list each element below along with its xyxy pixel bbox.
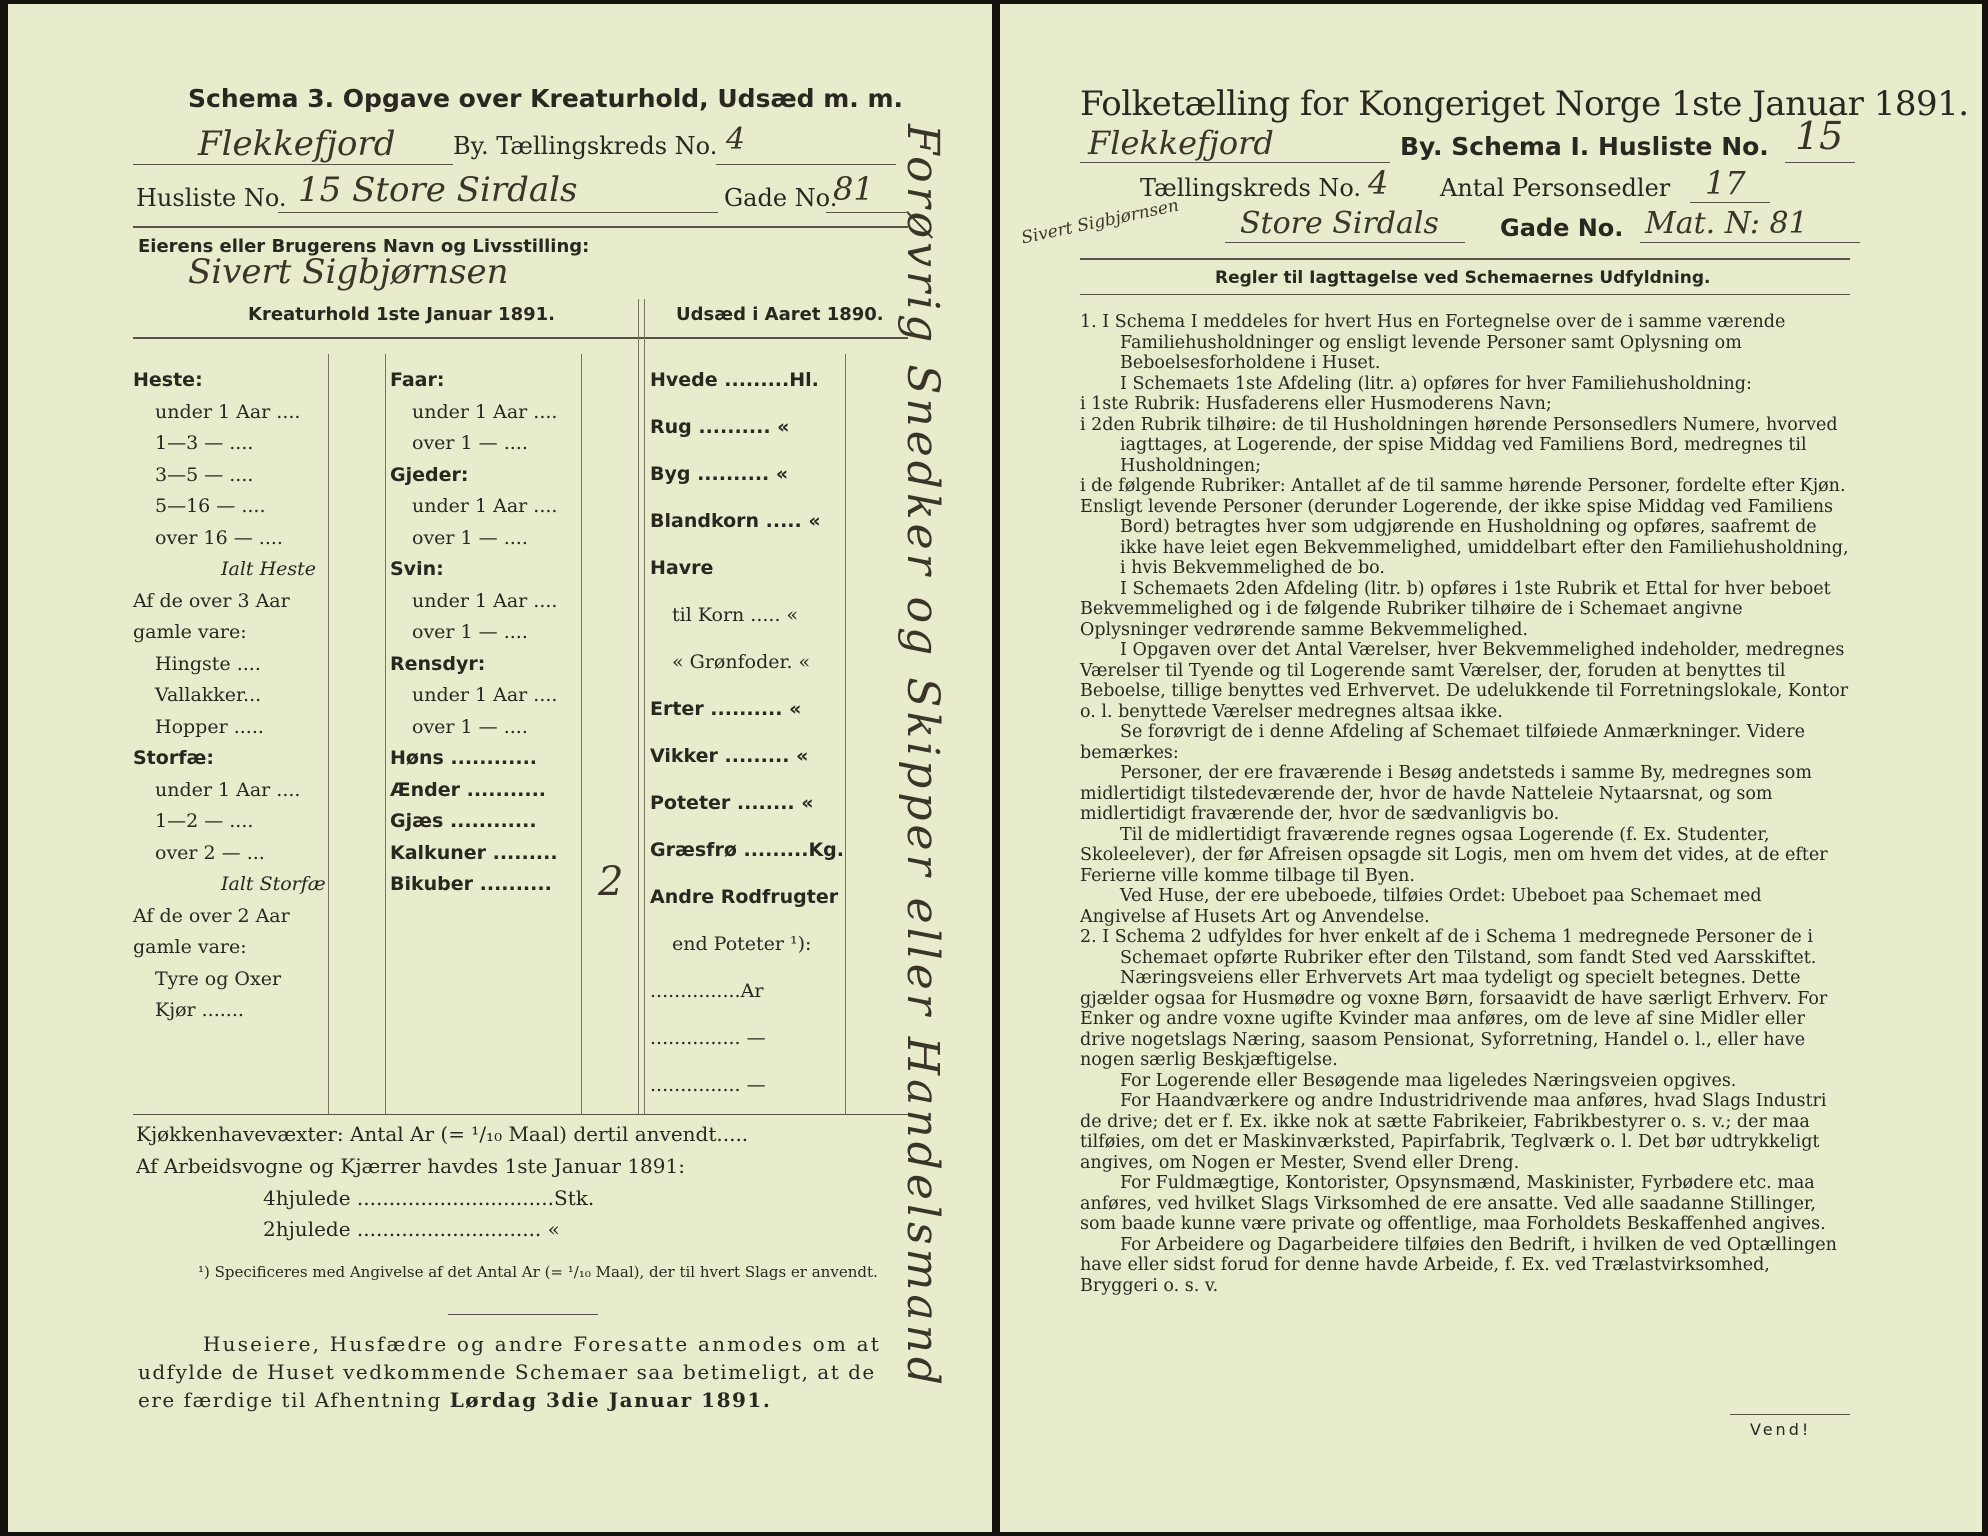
notice-line-1: Huseiere, Husfædre og andre Foresatte anmodes om at [203,1332,881,1356]
row-label: Poteter ........ « [650,792,814,814]
rule-paragraph: I Schemaets 2den Afdeling (litr. b) opføres i 1ste Rubrik et Ettal for hver beboet Bekvemmelighed og i de følgende Rubriker tilhøire de i Schemaet angivne Oplysninger vedrørende samme Bekvemmelighed. [1080,578,1831,640]
row-label: Græsfrø .........Kg. [650,839,844,861]
hons-value: 2 [598,859,624,905]
rules-heading-rule [1080,294,1850,295]
row-label: over 1 — .... [412,432,528,454]
notice-line-3: ere færdige til Afhentning Lørdag 3die Januar 1891. [138,1388,772,1412]
row-label: ............... — [650,1074,766,1096]
left-page [8,4,992,1532]
row-label: Byg .......... « [650,463,789,485]
row-label: under 1 Aar .... [412,589,558,612]
husliste-underline [278,212,718,213]
by-underline [133,164,453,165]
by-label: By. Tællingskreds No. [453,132,718,160]
row-label: over 1 — .... [412,526,528,549]
row-label: Tyre og Oxer [155,967,282,990]
row-label: Vallakker... [155,684,262,706]
row-label: Gjæs ............ [390,810,537,832]
margin-note-vertical: Forøvrig Snedker og Skipper eller Handelsmand [897,124,948,1390]
kreds-handwritten: 4 [726,122,746,157]
right-gade-label: Gade No. [1500,214,1624,242]
row-label: under 1 Aar .... [412,400,558,423]
row-label: Vikker ......... « [650,745,809,767]
row-label: Rug .......... « [650,416,790,438]
rules-body [1080,312,1850,1296]
kreaturhold-heading: Kreaturhold 1ste Januar 1891. [248,304,555,325]
rules-heading: Regler til Iagttagelse ved Schemaernes Udfyldning. [1215,268,1711,288]
personsedler-underline [1690,202,1770,203]
husliste-handwritten: 15 Store Sirdals [298,170,578,210]
right-header-rule [1080,258,1850,260]
row-label: under 1 Aar .... [412,684,558,706]
owner-handwritten: Sivert Sigbjørnsen [188,252,509,292]
arbeidsvogne-line: Af Arbeidsvogne og Kjærrer havdes 1ste Januar 1891: [136,1154,685,1178]
row-label: Heste: [133,369,203,391]
row-label: over 1 — .... [412,621,528,643]
right-page [1000,4,1982,1532]
row-label: Storfæ: [133,747,214,769]
row-label: Af de over 3 Aar [133,589,290,612]
tohjulede-line: 2hjulede ............................. « [263,1217,560,1241]
row-label: til Korn ..... « [672,604,799,626]
kjokkenhave-line: Kjøkkenhavevæxter: Antal Ar (= ¹/₁₀ Maal) dertil anvendt..... [136,1122,749,1146]
rule-paragraph: i 1ste Rubrik: Husfaderens eller Husmoderens Navn; [1080,394,1552,414]
notice-line-2: udfylde de Huset vedkommende Schemaer saa betimeligt, at de [138,1360,876,1384]
row-label: gamle vare: [133,936,247,958]
by-handwritten: Flekkefjord [198,124,396,164]
personsedler-label: Antal Personsedler [1440,174,1671,202]
table-top-rule [133,337,908,339]
rule-paragraph: Se forøvrigt de i denne Afdeling af Schemaet tilføiede Anmærkninger. Videre bemærkes: [1080,722,1805,763]
vend-label: Vend! [1750,1420,1812,1439]
col2-value-left [581,354,582,1114]
row-label: Kalkuner ......... [390,841,558,864]
rule-paragraph: For Arbeidere og Dagarbeidere tilføies den Bedrift, i hvilken de ved Optællingen have eller sidst forud for denne havde Arbeide, f. Ex. ved Trælastvirksomhed, Bryggeri o. s. v. [1080,1234,1837,1296]
row-label: Kjør ....... [155,999,244,1021]
col1-value-left [328,354,329,1114]
udsaed-heading: Udsæd i Aaret 1890. [676,304,884,325]
row-label: Hvede .........Hl. [650,369,819,391]
rule-paragraph: 1. I Schema I meddeles for hvert Hus en Fortegnelse over de i samme værende Familiehusholdninger og ensligt levende Personer samt Oplysning om Beboelsesforholdene i Huset. [1080,312,1786,373]
row-label: 3—5 — .... [155,463,254,486]
footnote: ¹) Specificeres med Angivelse af det Antal Ar (= ¹/₁₀ Maal), der til hvert Slags er anvendt. [198,1263,878,1281]
rule-paragraph: Ved Huse, der ere ubeboede, tilføies Ordet: Ubeboet paa Schemaet med Angivelse af Husets Art og Anvendelse. [1080,886,1762,927]
row-label: Gjeder: [390,463,469,486]
col1-value-right [385,354,386,1114]
rule-paragraph: Til de midlertidigt fraværende regnes ogsaa Logerende (f. Ex. Studenter, Skoleelever), der før Afreisen opsagde sit Logis, men om hvem det vides, at de efter Ferierne ville komme tilbage til Byen. [1080,824,1828,886]
row-label: Høns ............ [390,747,538,769]
row-label: 1—3 — .... [155,432,254,454]
vend-rule [1730,1414,1850,1415]
row-label: Hingste .... [155,652,261,675]
row-label: Svin: [390,558,444,580]
row-label: under 1 Aar .... [155,400,301,423]
row-label: « Grønfoder. « [672,651,811,673]
rule-paragraph: For Fuldmægtige, Kontorister, Opsynsmænd, Maskinister, Fyrbødere etc. maa anføres, ved hvilket Slags Virksomhed de ere ansatte. Ved alle saadanne Stillinger, som baade kunne være private og offentlige, maa Forholdets Beskaffenhed angives. [1080,1173,1826,1234]
row-label: Andre Rodfrugter [650,886,839,908]
row-label: under 1 Aar .... [155,778,301,801]
right-husliste-handwritten: 15 [1795,114,1844,158]
personsedler-handwritten: 17 [1705,164,1746,202]
rule-paragraph: Næringsveiens eller Erhvervets Art maa tydeligt og specielt betegnes. Dette gjælder ogsaa for Husmødre og voxne Børn, forsaavidt de have særligt Erhverv. For Enker og andre voxne ugifte Kvinder maa anføres, om de leve af sine Midler eller drive nogetslags Næring, saasom Pensionat, Syforretning, Handel o. l., eller have nogen særlig Beskjæftigelse. [1080,968,1828,1070]
row-label: over 16 — .... [155,526,283,549]
right-street-handwritten: Store Sirdals [1240,206,1439,241]
row-label: ...............Ar [650,980,764,1002]
right-kreds-handwritten: 4 [1368,164,1389,202]
col-divider-udsaed [638,299,639,1114]
row-label: Bikuber .......... [390,873,552,895]
rule-paragraph: Personer, der ere fraværende i Besøg andetsteds i samme By, medregnes som midlertidigt tilstedeværende der, hvor de havde Natteleie Nytaarsnat, og som midlertidigt fraværende der, hvor de sædvanligvis bo. [1080,763,1812,824]
schema1-line: By. Schema I. Husliste No. [1400,132,1769,161]
right-husliste-underline [1785,162,1855,163]
row-label: Faar: [390,369,445,391]
row-label: Ænder ........... [390,778,547,801]
row-label: end Poteter ¹): [672,933,812,955]
header-rule [133,226,908,228]
row-label: 5—16 — .... [155,495,266,517]
row-label: Rensdyr: [390,652,486,675]
rule-paragraph: i de følgende Rubriker: Antallet af de til samme hørende Personer, fordelte efter Kjøn. [1080,476,1846,496]
row-label: Hopper ..... [155,715,264,738]
footnote-rule [448,1314,598,1315]
gade-label: Gade No. [724,184,838,212]
row-label: ............... — [650,1027,766,1049]
row-label: gamle vare: [133,621,247,643]
right-street-underline [1225,242,1465,243]
row-label: Ialt Heste [221,558,317,580]
col-divider-udsaed-2 [644,299,645,1114]
gade-handwritten: 81 [833,170,874,208]
rule-paragraph: Ensligt levende Personer (derunder Logerende, der ikke spise Middag ved Familiens Bord) betragtes hver som udgjørende en Husholdning og opføres, saafremt de ikke have leiet egen Bekvemmelighed, umiddelbart efter den Familiehusholdning, i hvis Bekvemmelighed de bo. [1080,496,1849,578]
owner-label: Eierens eller Brugerens Navn og Livsstilling: [138,236,590,257]
row-label: 1—2 — .... [155,810,254,832]
col3-value-left [845,354,846,1114]
row-label: over 1 — .... [412,715,528,738]
row-label: Havre [650,557,714,579]
row-label: Af de over 2 Aar [133,904,290,927]
rule-paragraph: 2. I Schema 2 udfyldes for hver enkelt af de i Schema 1 medregnede Personer de i Schemaet opførte Rubriker efter den Tilstand, som fandt Sted ved Aarsskiftet. [1080,927,1817,968]
rule-paragraph: I Opgaven over det Antal Værelser, hver Bekvemmelighed indeholder, medregnes Værelser til Tyende og til Logerende samt Værelser, der, foruden at benyttes til Beboelse, tillige benyttes ved Erhvervet. De udelukkende til Forretningslokale, Kontor o. l. benyttede Værelser medregnes altsaa ikke. [1080,640,1849,722]
rule-paragraph: I Schemaets 1ste Afdeling (litr. a) opføres for hver Familiehusholdning: [1120,373,1752,394]
row-label: Blandkorn ..... « [650,510,821,532]
right-gade-underline [1640,242,1860,243]
gade-underline [826,212,906,213]
rule-paragraph: i 2den Rubrik tilhøire: de til Husholdningen hørende Personsedlers Numere, hvorved iagttages, at Logerende, der spise Middag ved Familiens Bord, medregnes til Husholdningen; [1080,414,1838,476]
row-label: Ialt Storfæ [221,873,326,895]
right-by-handwritten: Flekkefjord [1088,124,1274,162]
husliste-label: Husliste No. [136,184,287,212]
schema3-title: Schema 3. Opgave over Kreaturhold, Udsæd m. m. [188,84,904,113]
row-label: Erter .......... « [650,698,802,720]
row-label: under 1 Aar .... [412,495,558,517]
right-gade-handwritten: Mat. N: 81 [1645,206,1808,241]
right-by-underline [1080,162,1390,163]
kreds-label-right: Tællingskreds No. [1140,174,1362,202]
rule-paragraph: For Haandværkere og andre Industridrivende maa anføres, hvad Slags Industri de drive; det er f. Ex. ikke nok at sætte Fabrikeier, Fabrikbestyrer o. s. v.; der maa tilføies, om det er Maskinværksted, Papirfabrik, Teglværk o. l. Det bør udtrykkeligt angives, om Nogen er Mester, Svend eller Dreng. [1080,1091,1827,1173]
kreds-underline [716,164,896,165]
row-label: over 2 — ... [155,841,265,864]
right-margin-name: Sivert Sigbjørnsen [1019,195,1181,249]
census-title: Folketælling for Kongeriget Norge 1ste Januar 1891. [1080,84,1969,124]
rule-paragraph: For Logerende eller Besøgende maa ligeledes Næringsveien opgives. [1120,1070,1737,1091]
firehjulede-line: 4hjulede ...............................Stk. [263,1186,595,1210]
table-bottom-rule [133,1114,908,1115]
